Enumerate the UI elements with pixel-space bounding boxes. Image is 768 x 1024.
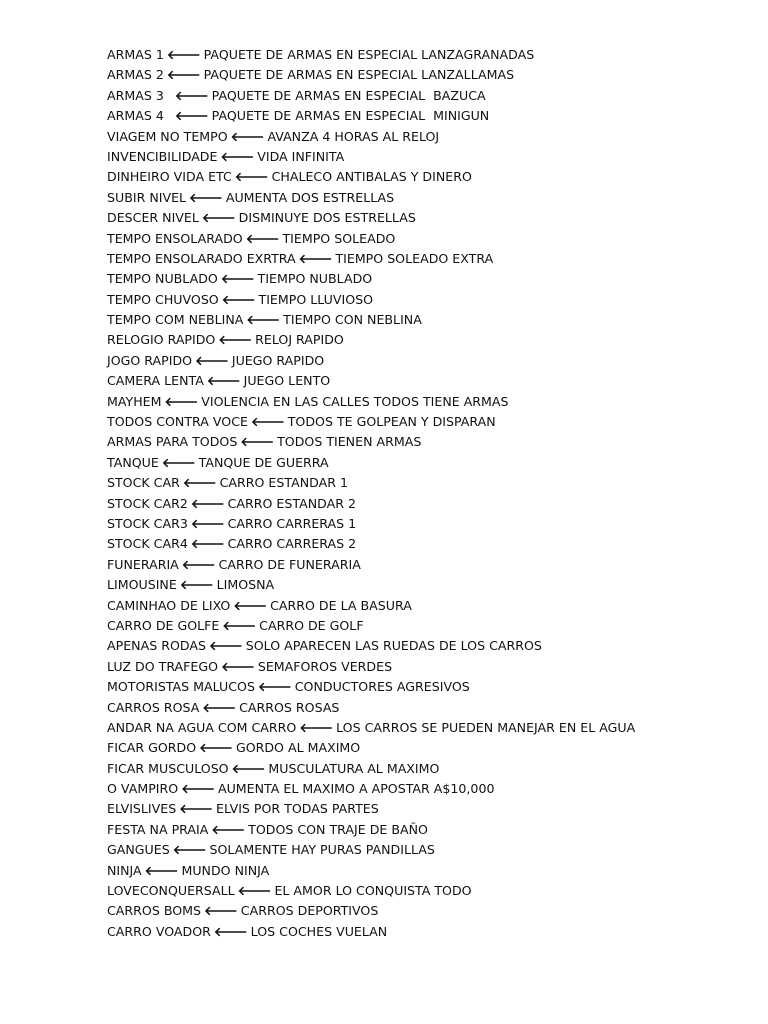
cheat-line (107, 188, 635, 208)
cheat-code: O VAMPIRO (107, 781, 179, 797)
cheat-code: CAMERA LENTA (107, 373, 204, 389)
cheat-code: MAYHEM (107, 393, 162, 409)
cheat-effect: CARRO DE FUNERARIA (218, 556, 361, 572)
cheat-line (107, 555, 635, 575)
cheat-code: STOCK CAR2 (107, 495, 188, 511)
arrow-left-icon: 🡐 (299, 719, 334, 735)
cheat-effect: LIMOSNA (216, 577, 275, 593)
arrow-left-icon: 🡐 (190, 495, 225, 511)
cheat-line (107, 453, 635, 473)
cheat-line (107, 167, 635, 187)
cheat-code: CARRO VOADOR (107, 923, 211, 939)
cheat-effect: JUEGO LENTO (243, 373, 331, 389)
cheat-code: ARMAS 4 (107, 108, 172, 124)
cheat-effect: SOLO APARECEN LAS RUEDAS DE LOS CARROS (245, 638, 542, 654)
cheat-line (107, 392, 635, 412)
cheat-line (107, 229, 635, 249)
cheat-code: JOGO RAPIDO (107, 352, 193, 368)
arrow-left-icon: 🡐 (181, 556, 216, 572)
arrow-left-icon: 🡐 (181, 781, 215, 797)
cheat-code: DESCER NIVEL (107, 210, 199, 226)
arrow-left-icon: 🡐 (240, 434, 275, 450)
arrow-left-icon: 🡐 (221, 291, 256, 307)
cheat-code: TEMPO ENSOLARADO EXRTRA (107, 250, 296, 266)
cheat-code: APENAS RODAS (107, 638, 206, 654)
cheat-effect: TIEMPO LLUVIOSO (258, 291, 374, 307)
cheat-line (107, 799, 635, 819)
arrow-left-icon: 🡐 (220, 271, 255, 287)
cheat-code: STOCK CAR3 (107, 515, 188, 531)
cheat-effect: VIDA INFINITA (257, 148, 345, 164)
cheat-effect: CARRO CARRERAS 2 (227, 536, 357, 552)
cheat-code: SUBIR NIVEL (107, 189, 187, 205)
cheat-effect: TODOS TIENEN ARMAS (277, 434, 422, 450)
cheat-line (107, 636, 635, 656)
cheat-effect: TIEMPO NUBLADO (257, 271, 373, 287)
cheat-line (107, 494, 635, 514)
cheat-line (107, 269, 635, 289)
cheat-code: FUNERARIA (107, 556, 179, 572)
cheat-code: FICAR GORDO (107, 740, 197, 756)
cheat-effect: MUNDO NINJA (181, 862, 270, 878)
cheat-effect: CARRO DE GOLF (259, 617, 364, 633)
cheat-line (107, 616, 635, 636)
cheat-line (107, 127, 635, 147)
arrow-left-icon: 🡐 (234, 169, 269, 185)
cheat-effect: ELVIS POR TODAS PARTES (216, 801, 379, 817)
cheat-line (107, 596, 635, 616)
cheat-code: ARMAS 3 (107, 87, 172, 103)
cheat-effect: TIEMPO SOLEADO (282, 230, 396, 246)
cheat-effect: LOS CARROS SE PUEDEN MANEJAR EN EL AGUA (336, 719, 636, 735)
cheat-code: VIAGEM NO TEMPO (107, 128, 228, 144)
cheat-code: DINHEIRO VIDA ETC (107, 169, 232, 185)
cheat-effect: CARRO DE LA BASURA (270, 597, 412, 613)
cheat-line (107, 249, 635, 269)
arrow-left-icon: 🡐 (231, 760, 266, 776)
arrow-left-icon: 🡐 (166, 67, 201, 83)
cheat-effect: PAQUETE DE ARMAS EN ESPECIAL MINIGUN (211, 108, 490, 124)
cheat-code: INVENCIBILIDADE (107, 148, 218, 164)
cheat-code: ARMAS PARA TODOS (107, 434, 238, 450)
cheat-line (107, 779, 635, 799)
cheat-code: CARROS BOMS (107, 903, 202, 919)
cheat-line (107, 575, 635, 595)
cheat-code: CARROS ROSA (107, 699, 200, 715)
arrow-left-icon: 🡐 (201, 210, 236, 226)
cheat-code: MOTORISTAS MALUCOS (107, 679, 255, 695)
cheat-effect: TODOS CON TRAJE DE BAÑO (248, 821, 428, 837)
arrow-left-icon: 🡐 (237, 883, 272, 899)
cheat-code: GANGUES (107, 842, 170, 858)
cheat-line (107, 657, 635, 677)
cheat-code: FICAR MUSCULOSO (107, 760, 229, 776)
cheat-effect: PAQUETE DE ARMAS EN ESPECIAL LANZAGRANADAS (203, 47, 535, 62)
cheat-line (107, 922, 635, 942)
cheat-code: FESTA NA PRAIA (107, 821, 209, 837)
cheat-effect: CARROS ROSAS (239, 699, 340, 715)
cheat-line (107, 677, 635, 697)
cheat-code: ARMAS 2 (107, 67, 164, 83)
arrow-left-icon: 🡐 (195, 352, 229, 368)
cheat-line (107, 65, 635, 85)
arrow-left-icon: 🡐 (222, 617, 257, 633)
arrow-left-icon: 🡐 (250, 414, 285, 430)
cheat-effect: RELOJ RAPIDO (255, 332, 344, 348)
arrow-left-icon: 🡐 (172, 842, 207, 858)
arrow-left-icon: 🡐 (213, 923, 248, 939)
cheat-code: ARMAS 1 (107, 47, 164, 62)
cheat-effect: TIEMPO SOLEADO EXTRA (335, 250, 494, 266)
arrow-left-icon: 🡐 (166, 47, 201, 62)
arrow-left-icon: 🡐 (298, 250, 333, 266)
cheat-line (107, 432, 635, 452)
cheat-effect: PAQUETE DE ARMAS EN ESPECIAL LANZALLAMAS (203, 67, 515, 83)
cheat-effect: JUEGO RAPIDO (231, 352, 325, 368)
cheat-line (107, 290, 635, 310)
cheat-effect: VIOLENCIA EN LAS CALLES TODOS TIENE ARMAS (201, 393, 509, 409)
cheat-code: TEMPO NUBLADO (107, 271, 218, 287)
cheat-line (107, 759, 635, 779)
cheat-line (107, 861, 635, 881)
cheat-code: STOCK CAR4 (107, 536, 188, 552)
arrow-left-icon: 🡐 (199, 740, 233, 756)
cheat-code: LIMOUSINE (107, 577, 177, 593)
arrow-left-icon: 🡐 (179, 801, 213, 817)
cheat-effect: CARRO ESTANDAR 2 (227, 495, 356, 511)
cheat-line (107, 412, 635, 432)
cheat-line (107, 718, 635, 738)
cheat-line (107, 371, 635, 391)
cheat-effect: MUSCULATURA AL MAXIMO (268, 760, 440, 776)
cheat-effect: CARRO CARRERAS 1 (227, 515, 357, 531)
arrow-left-icon: 🡐 (206, 373, 241, 389)
cheat-line (107, 820, 635, 840)
cheat-code: NINJA (107, 862, 142, 878)
arrow-left-icon: 🡐 (202, 699, 237, 715)
cheat-code: TEMPO COM NEBLINA (107, 312, 244, 328)
arrow-left-icon: 🡐 (230, 128, 265, 144)
cheat-code: LOVECONQUERSALL (107, 883, 235, 899)
cheat-effect: CARROS DEPORTIVOS (240, 903, 379, 919)
arrow-left-icon: 🡐 (179, 577, 214, 593)
cheat-line (107, 147, 635, 167)
cheat-effect: GORDO AL MAXIMO (235, 740, 361, 756)
cheat-effect: PAQUETE DE ARMAS EN ESPECIAL BAZUCA (211, 87, 486, 103)
cheat-line (107, 310, 635, 330)
cheat-effect: SOLAMENTE HAY PURAS PANDILLAS (209, 842, 435, 858)
arrow-left-icon: 🡐 (190, 536, 225, 552)
arrow-left-icon: 🡐 (182, 475, 217, 491)
cheat-line (107, 330, 635, 350)
cheat-code: LUZ DO TRAFEGO (107, 658, 219, 674)
arrow-left-icon: 🡐 (204, 903, 238, 919)
cheat-line (107, 840, 635, 860)
cheat-code: CARRO DE GOLFE (107, 617, 220, 633)
cheat-effect: TANQUE DE GUERRA (198, 454, 329, 470)
cheat-code: TODOS CONTRA VOCE (107, 414, 248, 430)
arrow-left-icon: 🡐 (174, 87, 209, 103)
cheat-code: TANQUE (107, 454, 159, 470)
arrow-left-icon: 🡐 (189, 189, 223, 205)
cheat-effect: CARRO ESTANDAR 1 (219, 475, 348, 491)
cheat-line (107, 106, 635, 126)
arrow-left-icon: 🡐 (190, 515, 225, 531)
cheat-code: ANDAR NA AGUA COM CARRO (107, 719, 297, 735)
cheat-line (107, 901, 635, 921)
cheat-code: RELOGIO RAPIDO (107, 332, 216, 348)
cheat-effect: AUMENTA DOS ESTRELLAS (225, 189, 395, 205)
cheat-code: ELVISLIVES (107, 801, 177, 817)
cheat-effect: AUMENTA EL MAXIMO A APOSTAR A$10,000 (217, 781, 495, 797)
arrow-left-icon: 🡐 (246, 312, 281, 328)
cheat-code: CAMINHAO DE LIXO (107, 597, 231, 613)
cheat-line (107, 86, 635, 106)
cheat-line (107, 698, 635, 718)
arrow-left-icon: 🡐 (174, 108, 209, 124)
cheat-code: TEMPO ENSOLARADO (107, 230, 243, 246)
cheat-list (107, 45, 635, 942)
cheat-effect: DISMINUYE DOS ESTRELLAS (238, 210, 416, 226)
cheat-effect: TODOS TE GOLPEAN Y DISPARAN (287, 414, 496, 430)
cheat-effect: TIEMPO CON NEBLINA (283, 312, 422, 328)
cheat-line (107, 208, 635, 228)
arrow-left-icon: 🡐 (211, 821, 246, 837)
arrow-left-icon: 🡐 (245, 230, 280, 246)
cheat-line (107, 514, 635, 534)
arrow-left-icon: 🡐 (221, 658, 255, 674)
cheat-line (107, 738, 635, 758)
arrow-left-icon: 🡐 (218, 332, 253, 348)
cheat-line (107, 534, 635, 554)
arrow-left-icon: 🡐 (144, 862, 179, 878)
cheat-code: TEMPO CHUVOSO (107, 291, 219, 307)
cheat-line (107, 881, 635, 901)
cheat-code: STOCK CAR (107, 475, 180, 491)
cheat-effect: AVANZA 4 HORAS AL RELOJ (267, 128, 440, 144)
cheat-effect: CHALECO ANTIBALAS Y DINERO (271, 169, 472, 185)
arrow-left-icon: 🡐 (233, 597, 268, 613)
arrow-left-icon: 🡐 (257, 679, 292, 695)
cheat-line (107, 351, 635, 371)
arrow-left-icon: 🡐 (220, 148, 255, 164)
arrow-left-icon: 🡐 (208, 638, 243, 654)
arrow-left-icon: 🡐 (164, 393, 199, 409)
cheat-effect: LOS COCHES VUELAN (250, 923, 388, 939)
cheat-line (107, 45, 635, 65)
cheat-line (107, 473, 635, 493)
cheat-effect: EL AMOR LO CONQUISTA TODO (274, 883, 472, 899)
cheat-effect: SEMAFOROS VERDES (257, 658, 393, 674)
arrow-left-icon: 🡐 (161, 454, 196, 470)
cheat-effect: CONDUCTORES AGRESIVOS (294, 679, 470, 695)
